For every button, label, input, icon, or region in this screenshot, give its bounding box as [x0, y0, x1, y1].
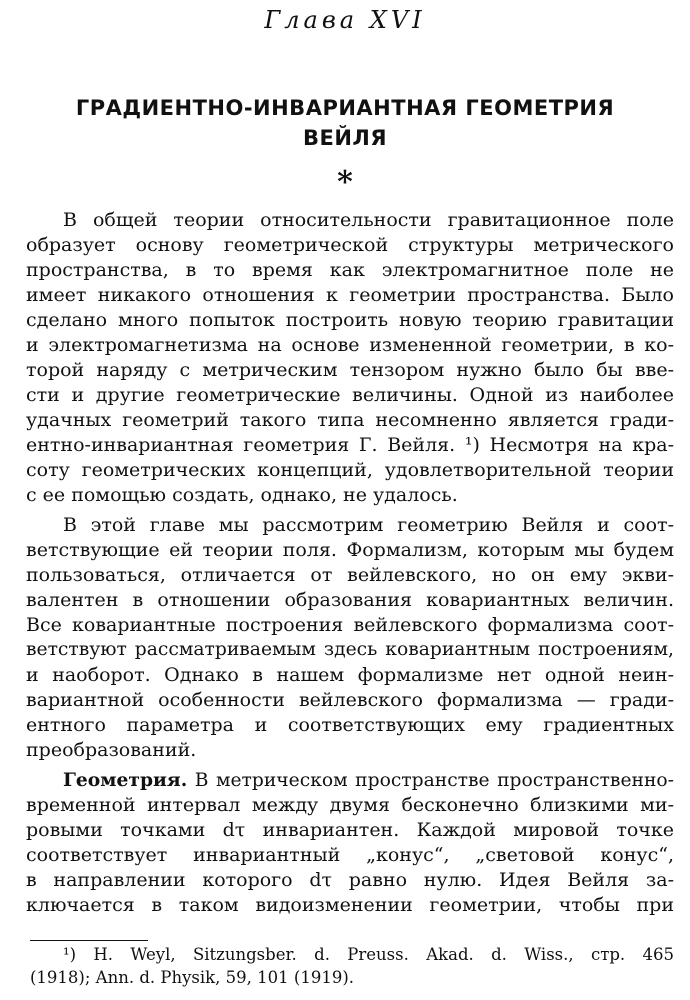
- text-line: В этой главе мы рассмотрим геометрию Вейля и соот-: [63, 514, 674, 536]
- footnote-line: (1918); Ann. d. Physik, 59, 101 (1919).: [30, 968, 354, 987]
- text-line: ключается в таком видоизменении геометрии, чтобы при: [26, 894, 674, 916]
- asterisk-separator: *: [337, 165, 353, 200]
- text-line: пользоваться, отличается от вейлевского, но он ему экви-: [26, 564, 674, 586]
- text-line: ентного параметра и соответствующих ему градиентных: [26, 714, 674, 736]
- text-line: и электромагнетизма на основе измененной геометрии, в ко-: [26, 334, 674, 356]
- text-line: преобразований.: [26, 739, 197, 761]
- chapter-title-line-1: ГРАДИЕНТНО-ИНВАРИАНТНАЯ ГЕОМЕТРИЯ: [75, 96, 615, 120]
- section-heading: Геометрия.: [63, 769, 188, 791]
- footnote-divider: [30, 940, 148, 941]
- text-line: в направлении которого dτ равно нулю. Идея Вейля за-: [26, 869, 674, 891]
- text-line: вариантной особенности вейлевского формализма — гради-: [26, 689, 674, 711]
- text-line: с ее помощью создать, однако, не удалось.: [26, 484, 458, 506]
- text-line: временной интервал между двумя бесконечно близкими ми-: [26, 794, 674, 816]
- text-line: В общей теории относительности гравитационное поле: [63, 209, 674, 231]
- text-line: удачных геометрий такого типа несомненно является гради-: [26, 409, 674, 431]
- text-line: ветствуют рассматриваемым здесь ковариантным построениям,: [26, 639, 674, 660]
- text-line-section-start: Геометрия. В метрическом пространстве пространственно-: [63, 769, 674, 791]
- text-line: пространства, в то время как электромагнитное поле не: [26, 259, 674, 281]
- text-line: и наоборот. Однако в нашем формализме нет одной неин-: [26, 664, 674, 686]
- chapter-heading: Глава XVI: [264, 6, 426, 34]
- text-line: ровыми точками dτ инвариантен. Каждой мировой точке: [26, 819, 674, 841]
- text-line: Все ковариантные построения вейлевского формализма соот-: [26, 614, 674, 636]
- text-line: торой наряду с метрическим тензором нужно было бы вве-: [26, 359, 674, 381]
- text-line: соответствует инвариантный „конус“, „световой конус“,: [26, 844, 674, 866]
- text-line: сделано много попыток построить новую теорию гравитации: [26, 309, 674, 331]
- text-line: ентно-инвариантная геометрия Г. Вейля. ¹) Несмотря на кра-: [26, 434, 674, 456]
- text-line: соту геометрических концепций, удовлетворительной теории: [26, 459, 674, 481]
- chapter-title-line-2: ВЕЙЛЯ: [302, 126, 388, 150]
- text-line: ветствующие ей теории поля. Формализм, которым мы будем: [26, 539, 674, 561]
- text-line: сти и другие геометрические величины. Одной из наиболее: [26, 384, 674, 406]
- footnote-line: ¹) H. Weyl, Sitzungsber. d. Preuss. Akad. d. Wiss., стр. 465: [63, 945, 674, 964]
- text-line: валентен в отношении образования ковариантных величин.: [26, 589, 674, 611]
- text-line: образует основу геометрической структуры метрического: [26, 234, 674, 256]
- text-line: имеет никакого отношения к геометрии пространства. Было: [26, 284, 674, 306]
